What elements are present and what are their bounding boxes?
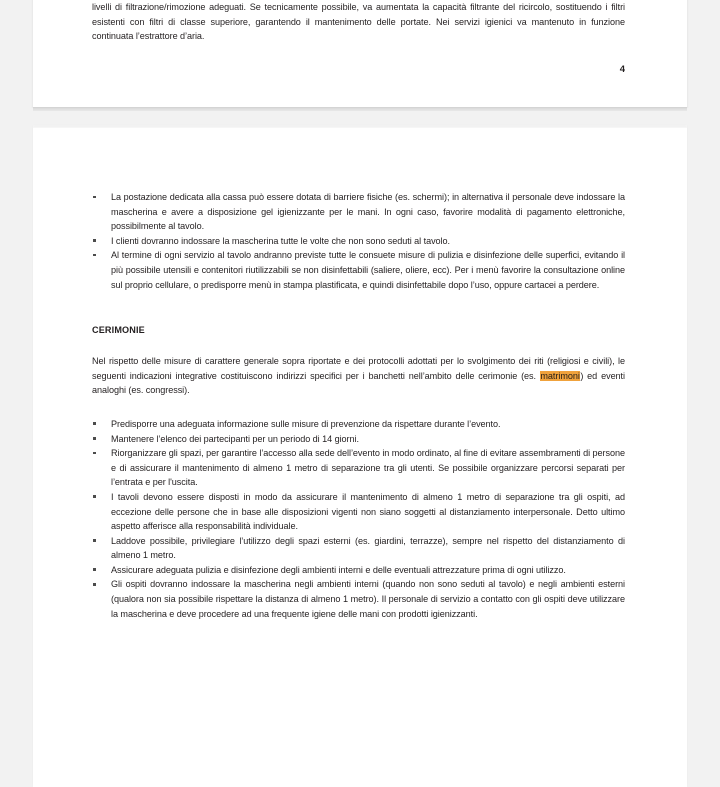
section-intro-paragraph	[92, 354, 625, 398]
section-intro-text-part-1: Nel rispetto delle misure di carattere generale sopra riportate e dei protocolli adottati per lo svolgimento dei riti (religiosi e civili), le seguenti indicazioni integrative costituiscono indirizzi specifici per i banchetti nell’ambito delle cerimonie (es.	[92, 356, 625, 381]
section-heading-cerimonie: CERIMONIE	[92, 325, 145, 336]
page-2-text-column	[92, 190, 625, 621]
list-item: Riorganizzare gli spazi, per garantire l’accesso alla sede dell’evento in modo ordinato, al fine di evitare assembramenti di persone e di assicurare il mantenimento di almeno 1 metro di separazione tra gli utenti. Se possibile organizzare percorsi separati per l’entrata e per l'uscita.	[93, 446, 625, 490]
section-intro-text-part-2: ) ed eventi analoghi (es. congressi).	[92, 370, 625, 396]
page-1-paragraph: livelli di filtrazione/rimozione adeguati. Se tecnicamente possibile, va aumentata la capacità filtrante del ricircolo, sostituendo i filtri esistenti con filtri di classe superiore, garantendo il mantenimento delle portate. Nei servizi igienici va mantenuto in funzione continuata l’estrattore d’aria.	[92, 2, 625, 42]
page-separator-top-edge	[33, 108, 687, 111]
bullet-list-pre-section	[92, 190, 625, 292]
list-item: Mantenere l’elenco dei partecipanti per un periodo di 14 giorni.	[93, 432, 625, 447]
bullet-list-post-section	[92, 417, 625, 621]
list-item: Gli ospiti dovranno indossare la mascherina negli ambienti interni (quando non sono seduti al tavolo) e negli ambienti esterni (qualora non sia possibile rispettare la distanza di almeno 1 metro). Il personale di servizio a contatto con gli ospiti deve utilizzare la mascherina e deve procedere ad una frequente igiene delle mani con prodotti igienizzanti.	[93, 577, 625, 621]
list-item: Laddove possibile, privilegiare l’utilizzo degli spazi esterni (es. giardini, terrazze), sempre nel rispetto del distanziamento di almeno 1 metro.	[93, 534, 625, 563]
list-item: La postazione dedicata alla cassa può essere dotata di barriere fisiche (es. schermi); in alternativa il personale deve indossare la mascherina e avere a disposizione gel igienizzante per le mani. In ogni caso, favorire modalità di pagamento elettroniche, possibilmente al tavolo.	[93, 190, 625, 234]
page-separator-gap	[0, 108, 720, 127]
page-1-page-number: 4	[619, 64, 625, 75]
list-item: I clienti dovranno indossare la mascherina tutte le volte che non sono seduti al tavolo.	[93, 234, 625, 249]
highlighted-term-matrimoni: matrimoni	[540, 370, 580, 381]
page-1-text-column	[92, 0, 625, 44]
list-item: Predisporre una adeguata informazione sulle misure di prevenzione da rispettare durante l’evento.	[93, 417, 625, 432]
document-page-1	[33, 0, 687, 108]
list-item: Al termine di ogni servizio al tavolo andranno previste tutte le consuete misure di pulizia e disinfezione delle superfici, evitando il più possibile utensili e contenitori riutilizzabili se non disinfettabili (saliere, oliere, ecc). Per i menù favorire la consultazione online sul proprio cellulare, o predisporre menù in stampa plastificata, e quindi disinfettabile dopo l’uso, oppure cartacei a perdere.	[93, 248, 625, 292]
list-item: I tavoli devono essere disposti in modo da assicurare il mantenimento di almeno 1 metro di separazione tra gli ospiti, ad eccezione delle persone che in base alle disposizioni vigenti non siano soggetti al distanziamento interpersonale. Detto ultimo aspetto afferisce alla responsabilità individuale.	[93, 490, 625, 534]
document-page-2	[33, 127, 687, 787]
list-item: Assicurare adeguata pulizia e disinfezione degli ambienti interni e delle eventuali attrezzature prima di ogni utilizzo.	[93, 563, 625, 578]
